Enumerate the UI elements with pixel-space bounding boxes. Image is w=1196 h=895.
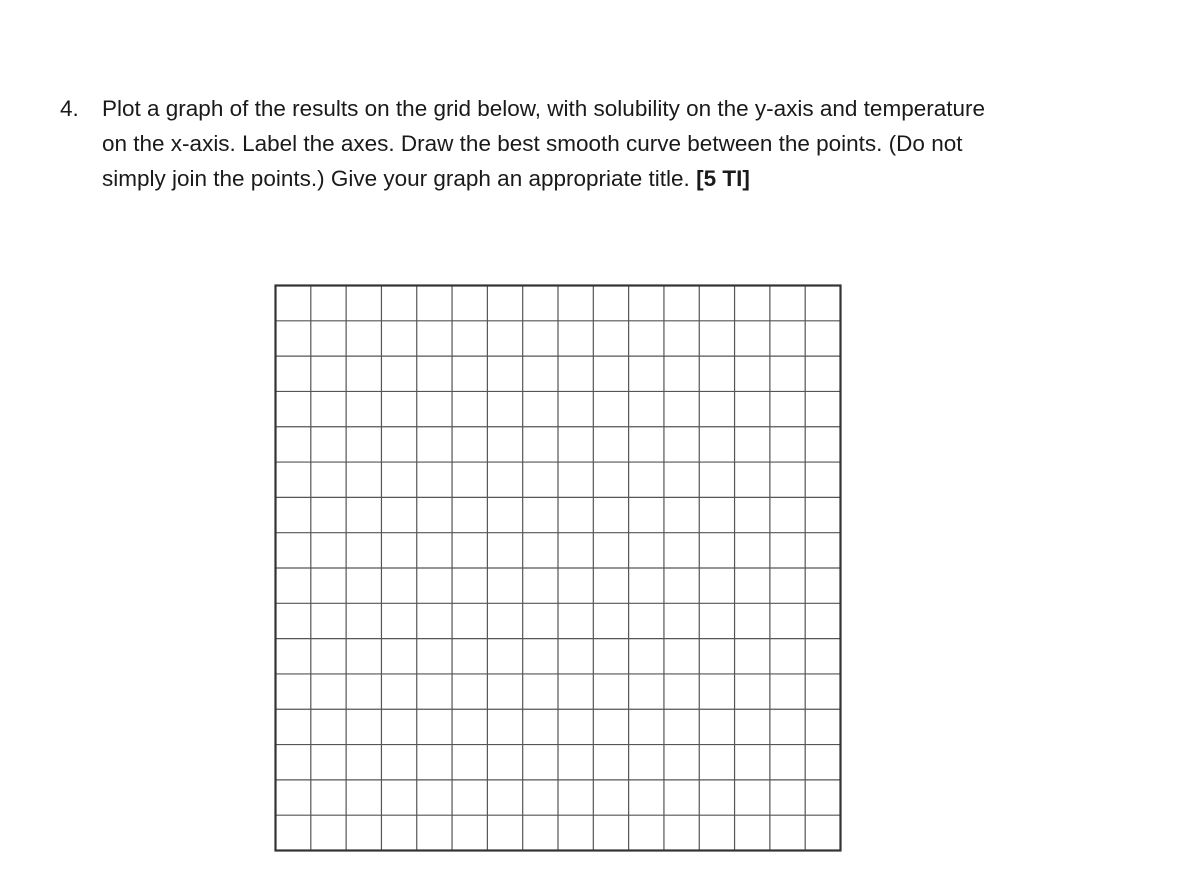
question-line-3 [102, 161, 1102, 196]
question-line-3-text: simply join the points.) Give your graph an appropriate title. [102, 166, 690, 191]
marks-label: [5 TI] [696, 166, 750, 191]
question-number: 4. [60, 96, 79, 121]
question-text [102, 91, 1102, 196]
question-line-2: on the x-axis. Label the axes. Draw the best smooth curve between the points. (Do not [102, 131, 963, 156]
question-line-1: Plot a graph of the results on the grid below, with solubility on the y-axis and temperature [102, 96, 985, 121]
graph-grid [274, 284, 842, 852]
